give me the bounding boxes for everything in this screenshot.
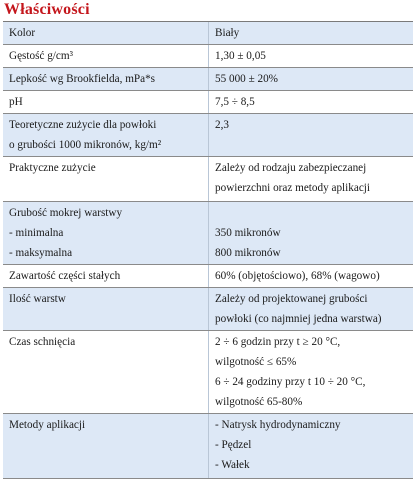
table-row bbox=[3, 68, 413, 91]
table-row bbox=[3, 91, 413, 114]
column-divider bbox=[208, 202, 209, 264]
property-label: Kolor bbox=[9, 27, 36, 39]
table-row bbox=[3, 45, 413, 68]
column-divider bbox=[208, 157, 209, 201]
property-value: Biały bbox=[215, 27, 240, 39]
property-value: 55 000 ± 20% bbox=[215, 73, 279, 85]
property-label: Lepkość wg Brookfielda, mPa*s bbox=[9, 73, 156, 85]
column-divider bbox=[208, 91, 209, 113]
property-value: - Natrysk hydrodynamiczny - Pędzel - Wałek bbox=[215, 419, 341, 471]
table-row bbox=[3, 202, 413, 265]
table-row bbox=[3, 114, 413, 157]
property-value: 60% (objętościowo), 68% (wagowo) bbox=[215, 270, 380, 282]
property-label: Zawartość części stałych bbox=[9, 270, 121, 282]
property-value: Zależy od rodzaju zabezpieczanej powierzchni oraz metody aplikacji bbox=[215, 162, 371, 194]
property-label: Ilość warstw bbox=[9, 293, 66, 305]
property-value: Zależy od projektowanej grubości powłoki (co najmniej jedna warstwa) bbox=[215, 293, 382, 325]
column-divider bbox=[208, 265, 209, 287]
column-divider bbox=[208, 22, 209, 44]
property-label: Praktyczne zużycie bbox=[9, 162, 96, 174]
property-label: Teoretyczne zużycie dla powłoki o grubości 1000 mikronów, kg/m² bbox=[9, 119, 162, 151]
property-label: Czas schnięcia bbox=[9, 336, 76, 348]
column-divider bbox=[208, 288, 209, 330]
property-label: Gęstość g/cm³ bbox=[9, 50, 73, 62]
table-row bbox=[3, 265, 413, 288]
property-value: 7,5 ÷ 8,5 bbox=[215, 96, 255, 108]
table-row bbox=[3, 157, 413, 202]
property-value: 1,30 ± 0,05 bbox=[215, 50, 266, 62]
column-divider bbox=[208, 68, 209, 90]
properties-table bbox=[3, 21, 413, 479]
table-row bbox=[3, 288, 413, 331]
section-heading: Właściwości bbox=[4, 1, 90, 18]
property-label: Metody aplikacji bbox=[9, 419, 86, 431]
column-divider bbox=[208, 331, 209, 413]
property-label: Grubość mokrej warstwy - minimalna - maksymalna bbox=[9, 207, 123, 259]
property-value: 2,3 bbox=[215, 119, 229, 131]
column-divider bbox=[208, 114, 209, 156]
table-row bbox=[3, 331, 413, 414]
column-divider bbox=[208, 414, 209, 478]
table-row bbox=[3, 414, 413, 479]
property-value: 350 mikronów 800 mikronów bbox=[215, 227, 281, 259]
table-row bbox=[3, 22, 413, 45]
property-value: 2 ÷ 6 godzin przy t ≥ 20 °C, wilgotność ≤ 65% 6 ÷ 24 godziny przy t 10 ÷ 20 °C, wilgotność 65-80% bbox=[215, 336, 366, 408]
column-divider bbox=[208, 45, 209, 67]
property-label: pH bbox=[9, 96, 23, 108]
